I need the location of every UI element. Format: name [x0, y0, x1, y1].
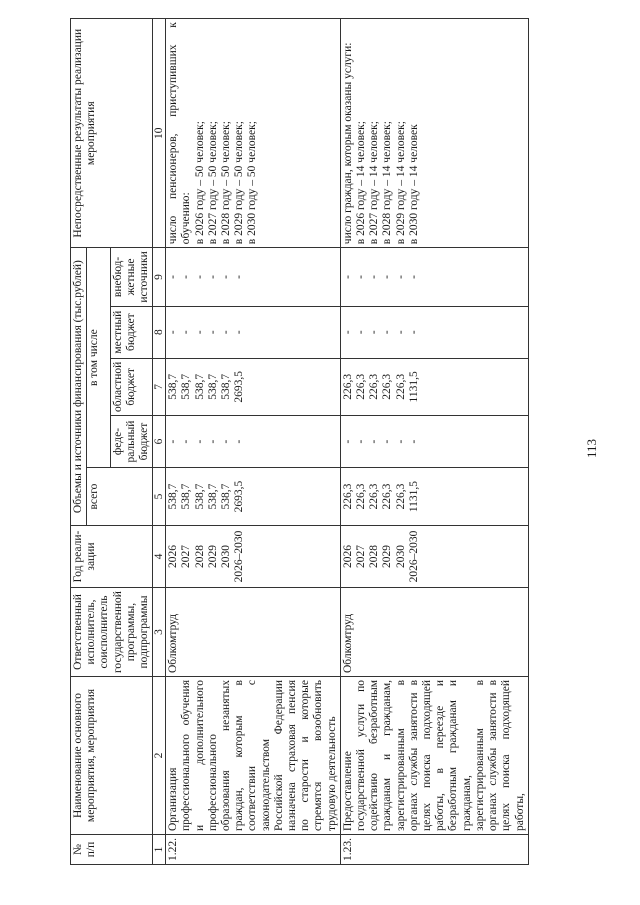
result-line: в 2030 году – 50 человек;: [246, 121, 259, 245]
federal-value: -: [206, 439, 219, 444]
executor: Облкомтруд: [340, 588, 528, 677]
years-value: 2027: [180, 545, 193, 569]
local-value: -: [341, 330, 354, 335]
measure-name: Предоставление государственной услуги по содействию безработным гражданам и гражданам, зарегистрированным в органах службы занятости в целях поиска подходящей работы, в переезде и безработным гражданам и гражданам, зарегистрированным в органах службы занятости в целях поиска подходящей работы,: [340, 677, 528, 835]
extra-value: -: [394, 275, 407, 279]
federal-value: -: [220, 439, 233, 444]
federal-value: -: [368, 439, 381, 444]
executor: Облкомтруд: [166, 588, 341, 677]
result-line: в 2030 году – 14 человек: [407, 124, 420, 245]
total-value: 226,3: [394, 483, 407, 510]
extra-cell: [340, 248, 528, 306]
result-line: в 2029 году – 50 человек;: [233, 121, 246, 245]
regional-value: 226,3: [341, 373, 354, 400]
regional-value: 2693,5: [233, 371, 246, 403]
total-value: 2693,5: [233, 480, 246, 513]
years-value: 2030: [394, 545, 407, 569]
page-number: 113: [584, 438, 599, 458]
regional-value: 226,3: [381, 373, 394, 400]
result-line: в 2026 году – 50 человек;: [193, 121, 206, 245]
header-federal: феде-ральный бюджет: [110, 416, 153, 468]
regional-cell: [340, 358, 528, 415]
regional-value: 538,7: [193, 373, 206, 400]
extra-cell: [166, 248, 341, 306]
total-value: 226,3: [368, 483, 381, 510]
local-value: -: [180, 330, 193, 335]
results-cell: [340, 19, 528, 248]
col-number: 7: [153, 358, 166, 415]
measure-name: Организация профессионального обучения и дополнительного профессионального образования незанятых граждан, которым в соответствии с законодательством Российской Федерации назначена страховая пенсия по старости и которые стремятся возобновить трудовую деятельность: [166, 677, 341, 835]
row-number: 1.23.: [340, 835, 528, 865]
federal-value: -: [407, 439, 420, 444]
col-number: 1: [153, 835, 166, 865]
header-results: Непосредственные результаты реализации мероприятия: [71, 19, 153, 248]
years-value: 2026–2030: [407, 530, 420, 583]
local-value: -: [220, 330, 233, 335]
federal-cell: [166, 416, 341, 468]
years-value: 2029: [381, 545, 394, 569]
total-value: 538,7: [220, 483, 233, 510]
federal-value: -: [180, 439, 193, 444]
federal-cell: [340, 416, 528, 468]
local-value: -: [193, 330, 206, 335]
col-number: 9: [153, 248, 166, 306]
extra-value: -: [193, 275, 206, 279]
header-finance: Объемы и источники финансирования (тыс.рублей): [71, 248, 87, 526]
col-number: 5: [153, 468, 166, 526]
years-value: 2026–2030: [233, 530, 246, 583]
federal-value: -: [167, 439, 180, 444]
local-value: -: [233, 330, 246, 335]
extra-value: -: [381, 275, 394, 279]
federal-value: -: [355, 439, 368, 444]
federal-value: -: [233, 439, 246, 444]
extra-value: -: [407, 275, 420, 279]
local-value: -: [206, 330, 219, 335]
federal-value: -: [341, 439, 354, 444]
col-number: 4: [153, 526, 166, 588]
table-row: [166, 19, 341, 865]
measures-table: [70, 18, 529, 865]
extra-value: -: [167, 275, 180, 279]
years-cell: [166, 526, 341, 588]
years-value: 2028: [193, 545, 206, 569]
regional-value: 1131,5: [407, 371, 420, 403]
header-regional: областной бюджет: [110, 358, 153, 415]
results-title: число граждан, которым оказаны услуги:: [341, 42, 354, 245]
regional-value: 226,3: [355, 373, 368, 400]
local-value: -: [381, 330, 394, 335]
total-value: 538,7: [193, 483, 206, 510]
total-value: 226,3: [341, 483, 354, 510]
total-value: 226,3: [355, 483, 368, 510]
result-line: в 2027 году – 50 человек;: [206, 121, 219, 245]
years-value: 2029: [206, 545, 219, 569]
header-executor: Ответственный исполнитель, соисполнитель государственной программы, подпрограммы: [71, 588, 153, 677]
col-number: 10: [153, 19, 166, 248]
federal-value: -: [193, 439, 206, 444]
extra-value: -: [180, 275, 193, 279]
total-value: 1131,5: [407, 480, 420, 513]
header-year: Год реали-зации: [71, 526, 153, 588]
extra-value: -: [341, 275, 354, 279]
result-line: в 2028 году – 50 человек;: [220, 121, 233, 245]
result-line: в 2027 году – 14 человек;: [368, 121, 381, 245]
extra-value: -: [233, 275, 246, 279]
years-value: 2026: [167, 545, 180, 569]
years-value: 2026: [341, 545, 354, 569]
extra-value: -: [355, 275, 368, 279]
total-value: 538,7: [206, 483, 219, 510]
regional-value: 538,7: [167, 373, 180, 400]
regional-value: 538,7: [220, 373, 233, 400]
local-value: -: [355, 330, 368, 335]
total-cell: [340, 468, 528, 526]
years-value: 2027: [355, 545, 368, 569]
header-num: № п/п: [71, 835, 153, 865]
federal-value: -: [381, 439, 394, 444]
regional-cell: [166, 358, 341, 415]
local-value: -: [368, 330, 381, 335]
regional-value: 226,3: [368, 373, 381, 400]
regional-value: 538,7: [206, 373, 219, 400]
local-cell: [166, 306, 341, 358]
header-name: Наименование основного мероприятия, мероприятия: [71, 677, 153, 835]
extra-value: -: [220, 275, 233, 279]
result-line: в 2029 году – 14 человек;: [394, 121, 407, 245]
extra-value: -: [206, 275, 219, 279]
years-cell: [340, 526, 528, 588]
header-extra: внебюд-жетные источники: [110, 248, 153, 306]
results-cell: [166, 19, 341, 248]
local-value: -: [394, 330, 407, 335]
extra-value: -: [368, 275, 381, 279]
result-line: в 2028 году – 14 человек;: [381, 121, 394, 245]
total-value: 538,7: [167, 483, 180, 510]
col-number: 2: [153, 677, 166, 835]
local-cell: [340, 306, 528, 358]
federal-value: -: [394, 439, 407, 444]
header-total: всего: [87, 468, 153, 526]
local-value: -: [167, 330, 180, 335]
header-local: местный бюджет: [110, 306, 153, 358]
years-value: 2030: [220, 545, 233, 569]
table-body: [166, 19, 528, 865]
total-cell: [166, 468, 341, 526]
header-incl: в том числе: [87, 248, 110, 468]
col-number: 3: [153, 588, 166, 677]
local-value: -: [407, 330, 420, 335]
result-line: в 2026 году – 14 человек;: [355, 121, 368, 245]
total-value: 226,3: [381, 483, 394, 510]
regional-value: 538,7: [180, 373, 193, 400]
row-number: 1.22.: [166, 835, 341, 865]
years-value: 2028: [368, 545, 381, 569]
table-row: [340, 19, 528, 865]
total-value: 538,7: [180, 483, 193, 510]
results-title: число пенсионеров, приступивших к обучению:: [167, 22, 193, 245]
col-number: 6: [153, 416, 166, 468]
col-number: 8: [153, 306, 166, 358]
regional-value: 226,3: [394, 373, 407, 400]
